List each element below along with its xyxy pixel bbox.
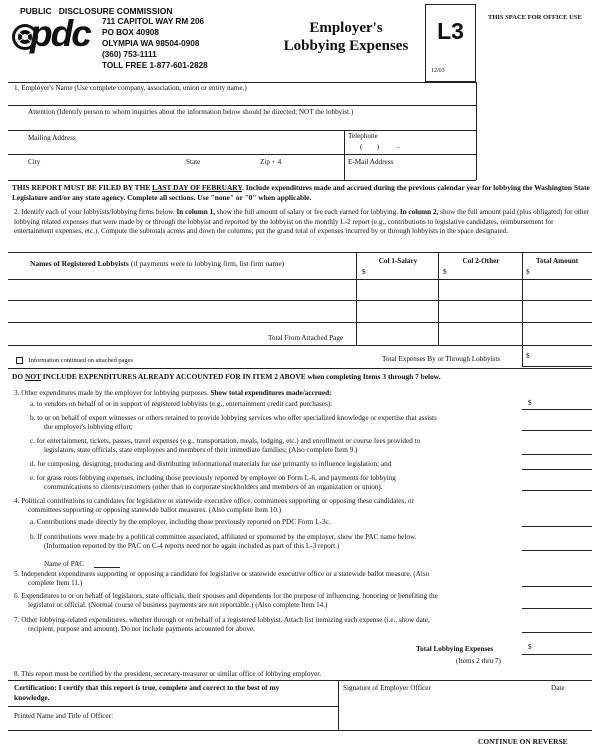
pac-name-field[interactable]: [94, 567, 120, 568]
section3-e-label-2: communications to clients/customers (other than to corporate stockholders and members of an organization or union).: [44, 483, 383, 491]
form-title-line1: Employer's: [309, 20, 383, 36]
section3-c-amount[interactable]: [522, 454, 592, 455]
section3-a-amount[interactable]: [522, 409, 592, 410]
section3-intro: 3. Other expenditures made by the employer for lobbying purposes. Show total expenditures made/accrued:: [14, 389, 332, 397]
printed-name-label: Printed Name and Title of Officer:: [14, 712, 114, 720]
section3-d-label: d. for composing, designing, producing and distributing informational materials for use primarily to influence legislation; and: [30, 460, 392, 468]
items-note: (Items 2 thru 7): [456, 657, 501, 665]
agency-address-1: 711 CAPITOL WAY RM 206: [102, 17, 205, 26]
agency-tollfree: TOLL FREE 1-877-601-2828: [102, 61, 208, 70]
do-not-include-notice: DO NOT INCLUDE EXPENDITURES ALREADY ACCOUNTED FOR IN ITEM 2 ABOVE when completing Items 3 through 7 below.: [12, 372, 441, 381]
section3-b-label-2: the employer's lobbying effort;: [44, 423, 133, 431]
zip-label: Zip + 4: [260, 158, 282, 166]
signature-field[interactable]: [343, 694, 523, 728]
office-use-label: THIS SPACE FOR OFFICE USE: [488, 14, 582, 21]
attention-field[interactable]: [14, 118, 474, 128]
continue-on-reverse: CONTINUE ON REVERSE: [478, 737, 568, 746]
form-title-line2: Lobbying Expenses: [283, 38, 409, 54]
section6-label-1: 6. Expenditures to or on behalf of legislators, state officials, their spouses and dependents for the purpose of influencing, honoring or benefiting the: [14, 592, 438, 600]
section4-b-amount[interactable]: [522, 550, 592, 551]
col1-header: Col 1-Salary: [378, 257, 418, 265]
agency-phone: (360) 753-1111: [102, 50, 157, 59]
total-lobbying-amount[interactable]: [522, 654, 592, 655]
section3-c-label-1: c. for entertainment, tickets, passes, travel expenses (e.g., transportation, meals, lodging, etc.) and enrollment or course fees provided to: [30, 437, 421, 445]
section3-d-amount[interactable]: [522, 469, 592, 470]
section4-b-label-2: (Information reported by the PAC on C-4 reports need not be again included as part of this L-3 report.): [44, 542, 340, 550]
section2-instructions: 2. Identify each of your lobbyists/lobbying firms below. In column 1, show the full amount of salary or fee each earned for lobbying. In column 2, show the full amount paid (plus obligated) for other lobbying related expenses that were made by or through the lobbyist and reported by the lobbyist on the monthly L-2 report (e.g., contributions to legislative candidates, reimbursement for entertainment expenses, etc.). Compute the subtotals across and down the columns; put the grand total of expenses incurred by or through lobbyists in the space designated.: [14, 208, 590, 236]
continued-checkbox[interactable]: [16, 357, 23, 364]
continued-checkbox-row[interactable]: [16, 357, 133, 364]
section3-b-label-1: b. to or on behalf of expert witnesses or others retained to provide lobbying services who offer specialized knowledge or expertise that assists: [30, 414, 437, 422]
section5-label-2: complete Item 11.): [28, 579, 83, 587]
section5-label-1: 5. Independent expenditures supporting or opposing a candidate for legislative or statewide executive office or a statewide ballot measure. (Also: [14, 570, 430, 578]
lobbyist-names-header: Names of Registered Lobbyists (if payments were to lobbying firm, list firm name): [30, 259, 285, 268]
section3-e-amount[interactable]: [522, 490, 592, 491]
section6-amount[interactable]: [522, 608, 592, 609]
filing-notice: THIS REPORT MUST BE FILED BY THE LAST DAY OF FEBRUARY. Include expenditures made and accrued during the previous calendar year for lobbying the Washington State Legislature and/or any state agency. Complete all sections. Use "none" or "0" when applicable.: [12, 183, 590, 202]
agency-address-2: PO BOX 40908: [102, 28, 159, 37]
section8-text: 8. This report must be certified by the president, secretary-treasurer or similar office of lobbying employer.: [14, 670, 322, 678]
section4-b-label-1: b. If contributions were made by a political committee associated, affiliated or sponsored by the employer, show the PAC name below.: [30, 533, 417, 541]
signature-label: Signature of Employer Officer: [343, 684, 431, 692]
form-code: L3: [437, 18, 464, 44]
date-field[interactable]: [528, 694, 592, 728]
col2-header: Col 2-Other: [462, 257, 500, 265]
agency-name: PUBLIC DISCLOSURE COMMISSION: [20, 6, 173, 16]
city-label: City: [28, 158, 41, 166]
section3-e-label-1: e. for grass roots lobbying expenses, including those previously reported by employer on Form L-6, and payments for lobbying: [30, 474, 396, 482]
total-lobbying-dollar: $: [528, 643, 532, 651]
agency-address-3: OLYMPIA WA 98504-0908: [102, 39, 200, 48]
total-lobbying-expenses-label: Total Lobbying Expenses: [416, 645, 494, 653]
section5-amount[interactable]: [522, 586, 592, 587]
section7-label-2: recipient, purpose and amount). Do not include payments accounted for above.: [28, 625, 255, 633]
printed-name-field[interactable]: [120, 710, 335, 728]
section3-b-amount[interactable]: [522, 430, 592, 431]
date-label: Date: [551, 684, 565, 692]
col3-dollar: $: [526, 268, 530, 276]
total-lobbyist-expenses-label: Total Expenses By or Through Lobbyists: [382, 355, 501, 363]
section3-a-label: a. to vendors on behalf of or in support of registered lobbyists (e.g., entertainment credit card purchases);: [30, 400, 333, 408]
section4-a-label: a. Contributions made directly by the employer, including those previously reported on PDC Form L-3c.: [30, 518, 331, 526]
attention-label: Attention (Identify person to whom inquiries about the information below should be directed; NOT the lobbyist.): [28, 108, 354, 116]
email-label: E-Mail Address: [348, 158, 394, 166]
lobbyist-row[interactable]: [8, 300, 592, 322]
pac-name-label: Name of PAC: [44, 560, 85, 568]
section7-amount[interactable]: [522, 632, 592, 633]
total-lobbyist-dollar: $: [526, 352, 530, 360]
section3-c-label-2: legislators, state officials, state employees and members of their immediate families; (Also complete Item 9.): [44, 446, 358, 454]
mailing-address-label: Mailing Address: [28, 134, 76, 142]
form-date: 12/03: [431, 68, 445, 74]
col1-dollar: $: [362, 268, 366, 276]
employer-name-label: 1. Employer's Name (Use complete company, association, union or entity name.): [14, 84, 247, 92]
employer-name-field[interactable]: [14, 94, 474, 104]
section4-intro-2: committees supporting or opposing statewide ballot measures. (Also complete Item 10.): [28, 506, 282, 514]
section4-a-amount[interactable]: [522, 526, 592, 527]
section6-label-2: legislator or official. (Normal course of business payments are not reportable.) (Also complete Item 14.): [28, 601, 328, 609]
state-label: State: [186, 158, 201, 166]
lobbyist-row[interactable]: [8, 279, 592, 300]
section3-a-dollar: $: [528, 399, 532, 407]
col2-dollar: $: [443, 268, 447, 276]
telephone-label: Telephone: [348, 132, 378, 140]
col3-header: Total Amount: [535, 257, 579, 265]
logo-letters: pdc: [30, 13, 90, 54]
certification-text: Certification: I certify that this report is true, complete and correct to the best of my knowledge.: [14, 683, 280, 702]
continued-label: Information continued on attached pages: [28, 357, 133, 364]
attached-total-label: Total From Attached Page: [268, 334, 344, 342]
section7-label-1: 7. Other lobbying-related expenditures, whether through or on behalf of a registered lobbyist. Attach list itemizing each expense (i.e., show date,: [14, 616, 430, 624]
section4-intro-1: 4. Political contributions to candidates for legislative or statewide executive office, committees supporting or opposing these candidates, or: [14, 497, 414, 505]
phone-field[interactable]: ( ) -: [360, 143, 400, 151]
